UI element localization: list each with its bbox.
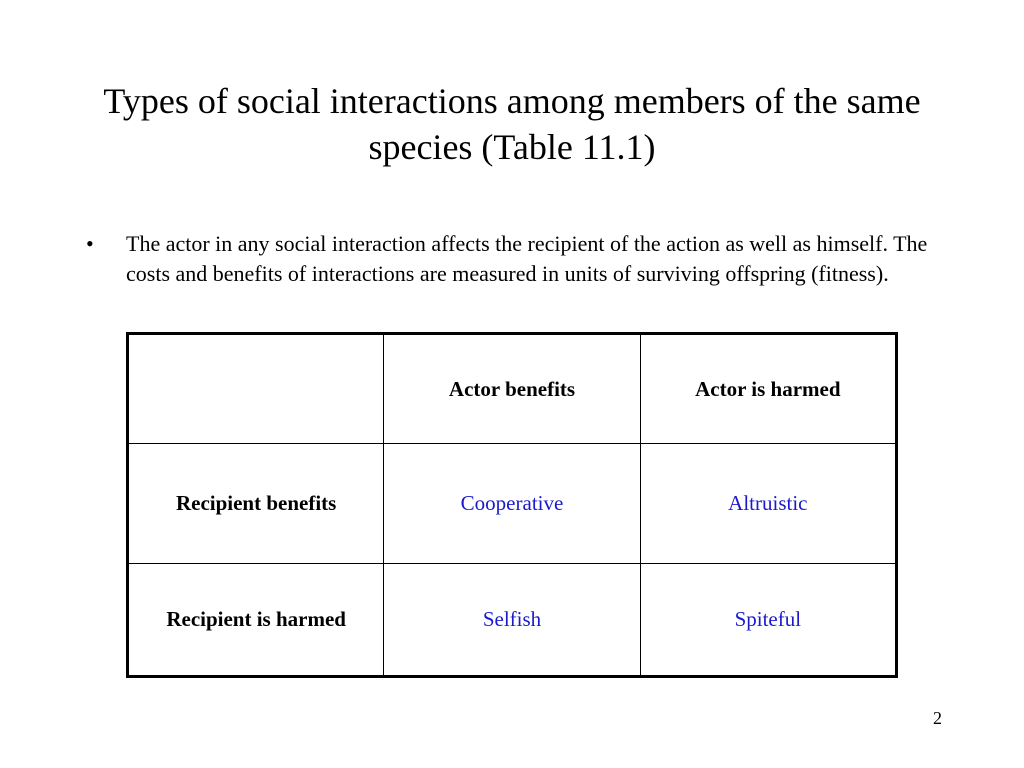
bullet-text: The actor in any social interaction affects the recipient of the action as well as himself. The costs and benefits of interactions are measured in units of surviving offspring (fitness). [126, 231, 928, 286]
interaction-table [126, 332, 898, 678]
slide-title: Types of social interactions among members of the same species (Table 11.1) [103, 81, 921, 167]
row-header-recipient-is-harmed: Recipient is harmed [128, 564, 384, 677]
bullet-item [86, 229, 946, 289]
table-row [128, 444, 897, 564]
page-number: 2 [933, 708, 942, 728]
col-header-actor-is-harmed: Actor is harmed [640, 334, 896, 444]
table-header-row [128, 334, 897, 444]
col-header-actor-benefits: Actor benefits [384, 334, 640, 444]
row-header-recipient-benefits: Recipient benefits [128, 444, 384, 564]
table-corner-cell [128, 334, 384, 444]
cell-cooperative: Cooperative [384, 444, 640, 564]
cell-altruistic: Altruistic [640, 444, 896, 564]
table-row [128, 564, 897, 677]
cell-selfish: Selfish [384, 564, 640, 677]
bullet-marker: • [86, 231, 94, 256]
cell-spiteful: Spiteful [640, 564, 896, 677]
